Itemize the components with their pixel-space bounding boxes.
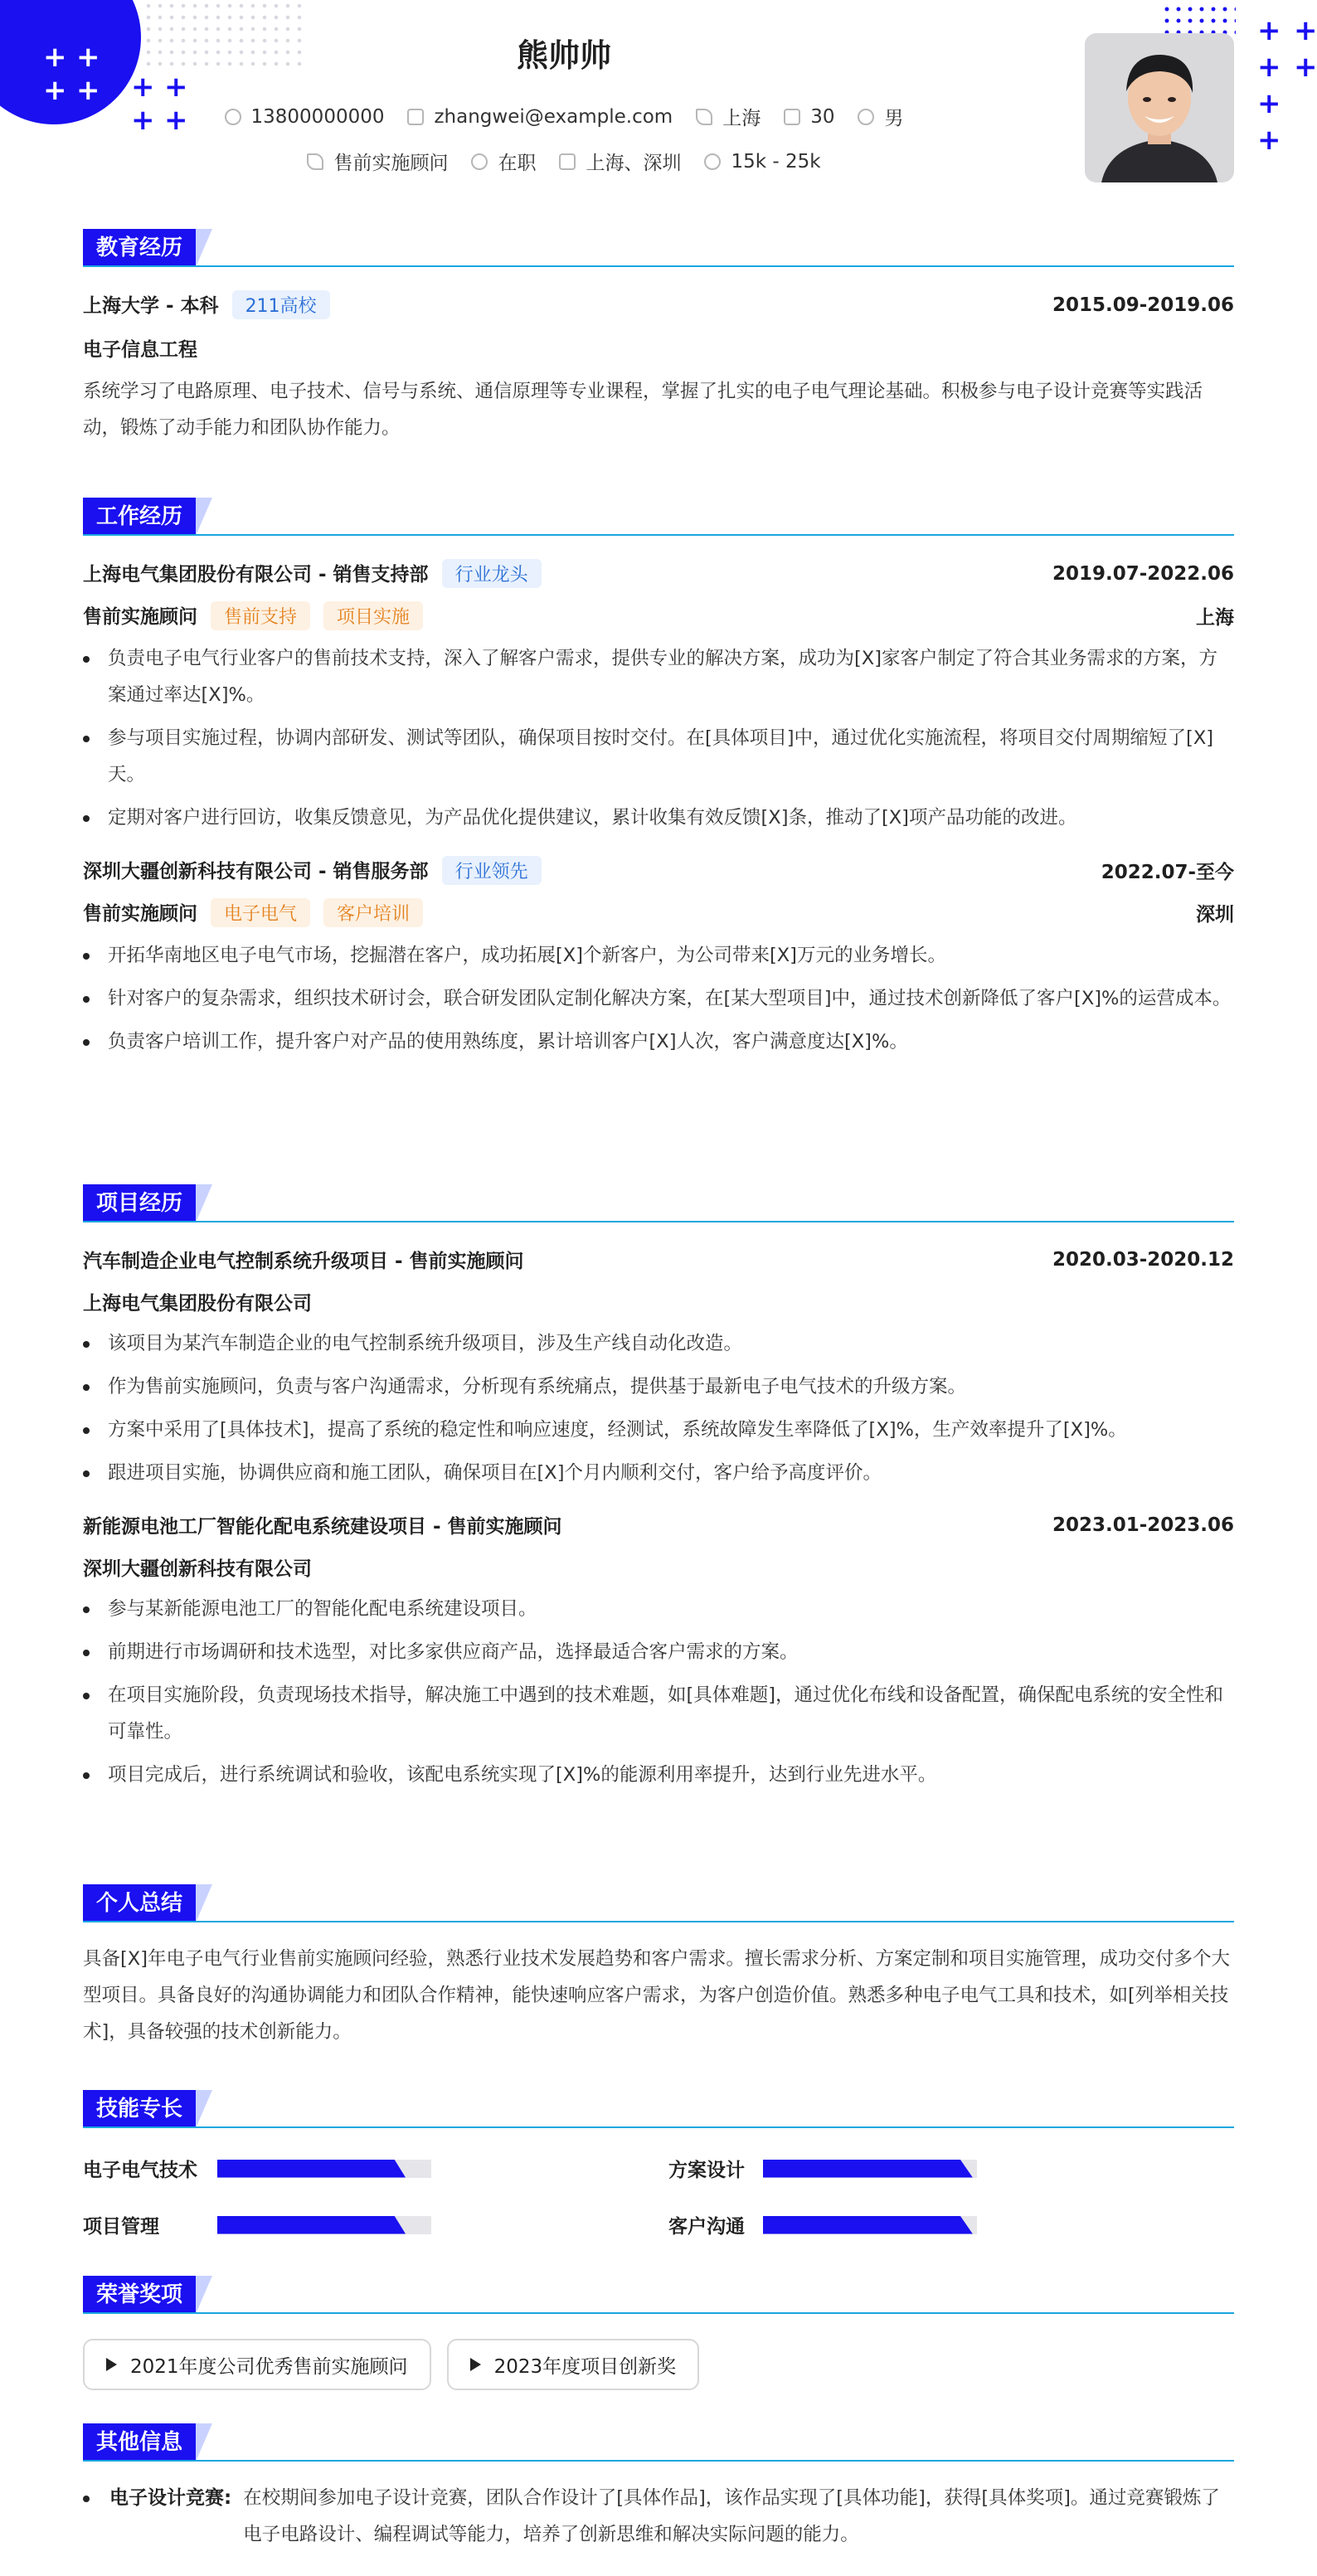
project-name: 汽车制造企业电气控制系统升级项目 - 售前实施顾问 xyxy=(83,1251,524,1272)
skills-section xyxy=(83,2090,1234,2256)
list-item: 参与项目实施过程，协调内部研发、测试等团队，确保项目按时交付。在[具体项目]中，通过优化实施流程，将项目交付周期缩短了[X]天。 xyxy=(83,720,1234,793)
contact-city: 上海 xyxy=(696,103,761,130)
contact-phone: 13800000000 xyxy=(225,106,385,128)
skill-bar xyxy=(217,2216,431,2234)
section-header xyxy=(83,2276,1234,2314)
work-date: 2022.07-至今 xyxy=(1101,862,1234,883)
list-item: 负责电子电气行业客户的售前技术支持，深入了解客户需求，提供专业的解决方案，成功为[X]家客户制定了符合其业务需求的方案，方案通过率达[X]%。 xyxy=(83,640,1234,713)
plus-icon: + xyxy=(1294,51,1317,84)
status-icon xyxy=(471,153,488,170)
awards-section xyxy=(83,2276,1234,2390)
skill-item xyxy=(668,2211,977,2238)
company-tag: 行业领先 xyxy=(442,856,542,885)
project-bullets xyxy=(83,1591,1234,1793)
plus-icon: + xyxy=(131,104,155,137)
list-item: 项目完成后，进行系统调试和验收，该配电系统实现了[X]%的能源利用率提升，达到行业先进水平。 xyxy=(83,1757,1234,1793)
section-title: 技能专长 xyxy=(83,2090,196,2128)
project-date: 2023.01-2023.06 xyxy=(1052,1514,1234,1536)
avatar xyxy=(1085,33,1234,182)
job-intent-row xyxy=(0,148,1128,175)
list-item: 负责客户培训工作，提升客户对产品的使用熟练度，累计培训客户[X]人次，客户满意度达[X]%。 xyxy=(83,1023,1234,1060)
list-item: 前期进行市场调研和技术选型，对比多家供应商产品，选择最适合客户需求的方案。 xyxy=(83,1634,1234,1670)
gender-icon xyxy=(858,109,874,125)
skill-item xyxy=(668,2155,977,2182)
school-tag: 211高校 xyxy=(232,290,330,319)
other-text: 在校期间参加电子设计竞赛，团队合作设计了[具体作品]，该作品实现了[具体功能]，获得[具体奖项]。通过竞赛锻炼了电子电路设计、编程调试等能力，培养了创新思维和解决实际问题的能力。 xyxy=(243,2487,1220,2545)
skill-name: 客户沟通 xyxy=(668,2216,745,2238)
skill-bar xyxy=(763,2160,977,2178)
section-title: 教育经历 xyxy=(83,229,196,267)
section-header xyxy=(83,2423,1234,2462)
school-name: 上海大学 - 本科 211高校 xyxy=(83,290,330,319)
intent-status: 在职 xyxy=(471,148,536,175)
role-tag: 售前支持 xyxy=(211,601,310,630)
skill-bar-fill xyxy=(217,2216,406,2234)
play-icon xyxy=(470,2358,481,2371)
section-title: 个人总结 xyxy=(83,1884,196,1922)
skill-bar-fill xyxy=(217,2160,406,2178)
intent-salary: 15k - 25k xyxy=(704,151,820,173)
major: 电子信息工程 xyxy=(83,339,197,361)
skill-bar xyxy=(217,2160,431,2178)
job-role: 售前实施顾问 电子电气 客户培训 xyxy=(83,898,423,927)
work-bullets xyxy=(83,937,1234,1060)
section-divider xyxy=(83,1221,1234,1222)
project-section xyxy=(83,1184,1234,1800)
salary-icon xyxy=(704,153,721,170)
education-section xyxy=(83,229,1234,446)
play-icon xyxy=(106,2358,117,2371)
work-entry xyxy=(83,559,1234,836)
plus-icon: + xyxy=(164,70,188,104)
role-tag: 项目实施 xyxy=(323,601,423,630)
bullet-dot xyxy=(83,2496,90,2502)
section-header xyxy=(83,1184,1234,1222)
award-badge: 2021年度公司优秀售前实施顾问 xyxy=(83,2339,431,2390)
company-name: 上海电气集团股份有限公司 - 销售支持部 行业龙头 xyxy=(83,559,542,588)
intent-position: 售前实施顾问 xyxy=(307,148,448,175)
section-title: 工作经历 xyxy=(83,498,196,536)
other-item xyxy=(83,2480,1234,2553)
work-date: 2019.07-2022.06 xyxy=(1052,562,1234,585)
work-city: 上海 xyxy=(1196,607,1234,629)
project-date: 2020.03-2020.12 xyxy=(1052,1248,1234,1271)
building-icon xyxy=(559,153,576,170)
skill-name: 电子电气技术 xyxy=(83,2160,197,2181)
work-section xyxy=(83,498,1234,1067)
other-label: 电子设计竞赛: xyxy=(109,2487,232,2509)
section-divider xyxy=(83,534,1234,536)
list-item: 参与某新能源电池工厂的智能化配电系统建设项目。 xyxy=(83,1591,1234,1627)
project-name: 新能源电池工厂智能化配电系统建设项目 - 售前实施顾问 xyxy=(83,1516,562,1538)
phone-icon xyxy=(225,109,241,125)
section-header xyxy=(83,229,1234,267)
section-divider xyxy=(83,2312,1234,2314)
education-date: 2015.09-2019.06 xyxy=(1052,294,1234,316)
project-entry xyxy=(83,1246,1234,1491)
skill-item xyxy=(83,2155,431,2182)
role-tag: 电子电气 xyxy=(211,898,310,927)
age-icon xyxy=(784,109,800,125)
role-tag: 客户培训 xyxy=(323,898,423,927)
work-city: 深圳 xyxy=(1196,904,1234,926)
work-bullets xyxy=(83,640,1234,836)
award-badge: 2023年度项目创新奖 xyxy=(447,2339,700,2390)
contact-row xyxy=(0,103,1128,130)
award-list xyxy=(83,2339,1234,2390)
other-section xyxy=(83,2423,1234,2553)
list-item: 作为售前实施顾问，负责与客户沟通需求，分析现有系统痛点，提供基于最新电子电气技术的升级方案。 xyxy=(83,1368,1234,1405)
list-item: 开拓华南地区电子电气市场，挖掘潜在客户，成功拓展[X]个新客户，为公司带来[X]万元的业务增长。 xyxy=(83,937,1234,974)
plus-icon: + xyxy=(164,104,188,137)
skill-name: 项目管理 xyxy=(83,2216,159,2238)
skill-bar-fill xyxy=(763,2160,973,2178)
company-tag: 行业龙头 xyxy=(442,559,542,588)
candidate-name: 熊帅帅 xyxy=(516,37,611,74)
education-row xyxy=(83,290,1234,319)
section-divider xyxy=(83,265,1234,267)
plus-icon: + xyxy=(43,74,67,107)
summary-section xyxy=(83,1884,1234,2050)
list-item: 针对客户的复杂需求，组织技术研讨会，联合研发团队定制化解决方案，在[某大型项目]中，通过技术创新降低了客户[X]%的运营成本。 xyxy=(83,980,1234,1017)
plus-icon: + xyxy=(1257,124,1281,157)
section-divider xyxy=(83,2460,1234,2462)
section-title: 项目经历 xyxy=(83,1184,196,1222)
skill-name: 方案设计 xyxy=(668,2160,745,2181)
dot-pattern xyxy=(1161,3,1236,36)
plus-icon: + xyxy=(43,41,67,74)
plus-icon: + xyxy=(1257,87,1281,120)
summary-text: 具备[X]年电子电气行业售前实施顾问经验，熟悉行业技术发展趋势和客户需求。擅长需求分析、方案定制和项目实施管理，成功交付多个大型项目。具备良好的沟通协调能力和团队合作精神，能快速响应客户需求，为客户创造价值。熟悉多种电子电气工具和技术，如[列举相关技术]，具备较强的技术创新能力。 xyxy=(83,1948,1230,2043)
education-description: 系统学习了电路原理、电子技术、信号与系统、通信原理等专业课程，掌握了扎实的电子电气理论基础。积极参与电子设计竞赛等实践活动，锻炼了动手能力和团队协作能力。 xyxy=(83,381,1203,439)
plus-icon: + xyxy=(1257,14,1281,47)
plus-icon: + xyxy=(131,70,155,104)
contact-email: zhangwei@example.com xyxy=(407,106,673,128)
work-entry xyxy=(83,856,1234,1060)
section-header xyxy=(83,1884,1234,1922)
send-icon xyxy=(307,153,323,170)
section-divider xyxy=(83,2126,1234,2128)
skill-bar-fill xyxy=(763,2216,973,2234)
plus-icon: + xyxy=(1294,14,1317,47)
list-item: 该项目为某汽车制造企业的电气控制系统升级项目，涉及生产线自动化改造。 xyxy=(83,1325,1234,1362)
job-role: 售前实施顾问 售前支持 项目实施 xyxy=(83,601,423,630)
section-header xyxy=(83,2090,1234,2128)
list-item: 方案中采用了[具体技术]，提高了系统的稳定性和响应速度，经测试，系统故障发生率降低了[X]%，生产效率提升了[X]%。 xyxy=(83,1412,1234,1448)
plus-icon: + xyxy=(1257,51,1281,84)
list-item: 在项目实施阶段，负责现场技术指导，解决施工中遇到的技术难题，如[具体难题]，通过优化布线和设备配置，确保配电系统的安全性和可靠性。 xyxy=(83,1677,1234,1750)
list-item: 跟进项目实施，协调供应商和施工团队，确保项目在[X]个月内顺利交付，客户给予高度评价。 xyxy=(83,1455,1234,1491)
company-name: 深圳大疆创新科技有限公司 - 销售服务部 行业领先 xyxy=(83,856,542,885)
project-company: 上海电气集团股份有限公司 xyxy=(83,1293,312,1315)
project-company: 深圳大疆创新科技有限公司 xyxy=(83,1558,312,1580)
avatar-portrait xyxy=(1085,33,1234,182)
project-bullets xyxy=(83,1325,1234,1491)
plus-icon: + xyxy=(76,74,100,107)
section-title: 荣誉奖项 xyxy=(83,2276,196,2314)
mail-icon xyxy=(407,109,424,125)
contact-age: 30 xyxy=(784,106,834,128)
section-divider xyxy=(83,1921,1234,1922)
plus-icon: + xyxy=(76,41,100,74)
list-item: 定期对客户进行回访，收集反馈意见，为产品优化提供建议，累计收集有效反馈[X]条，推动了[X]项产品功能的改进。 xyxy=(83,800,1234,836)
contact-gender: 男 xyxy=(858,103,903,130)
section-title: 其他信息 xyxy=(83,2423,196,2462)
skill-bar xyxy=(763,2216,977,2234)
skill-item xyxy=(83,2211,431,2238)
section-header xyxy=(83,498,1234,536)
home-icon xyxy=(696,109,712,125)
project-entry xyxy=(83,1511,1234,1793)
intent-cities: 上海、深圳 xyxy=(559,148,681,175)
